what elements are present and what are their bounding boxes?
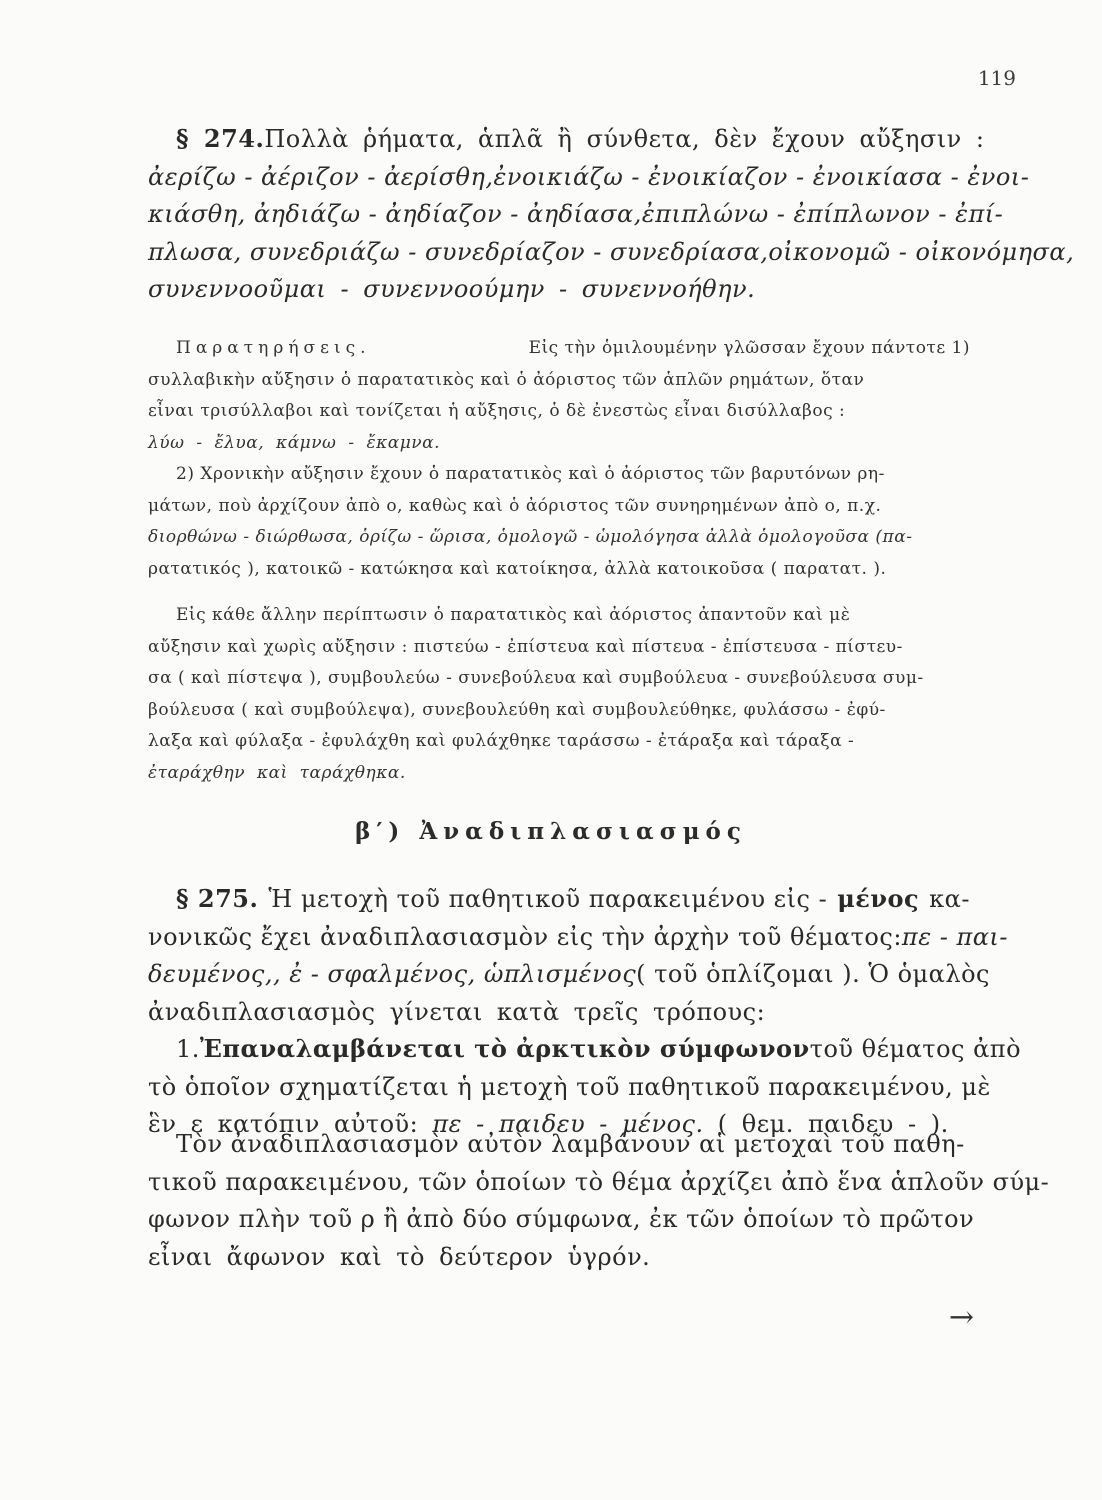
observations-p2: [148, 459, 970, 585]
text-span: ( θεμ. παιδευ - ).: [717, 1110, 949, 1139]
text-line: [148, 271, 970, 309]
text-span: νονικῶς ἔχει ἀναδιπλασιασμὸν εἰς τὴν ἀρχὴν τοῦ θέματος:: [148, 922, 902, 951]
text-span: λαξα καὶ φύλαξα - ἐφυλάχθη καὶ φυλάχθηκε ταράσσω - ἐτάραξα καὶ τάραξα -: [148, 731, 855, 751]
paragraph-2: [148, 1126, 1050, 1276]
text-span: τὸ ὁποῖον σχηματίζεται ἡ μετοχὴ τοῦ παθητικοῦ παρακειμένου, μὲ: [148, 1072, 991, 1101]
section-274: [148, 120, 1075, 309]
section-heading: β′) Ἀναδιπλασιασμός: [355, 818, 747, 845]
text-span: βούλευσα ( καὶ συμβούλεψα), συνεβουλεύθη καὶ συμβουλεύθηκε, φυλάσσω - ἐφύ-: [148, 699, 886, 720]
text-line: [148, 1201, 975, 1239]
text-span: Τὸν ἀναδιπλασιασμὸν αὐτὸν λαμβάνουν αἱ μετοχαὶ τοῦ παθη-: [176, 1130, 965, 1158]
section-mark: § 275.: [176, 884, 259, 913]
text-line: [148, 234, 1075, 272]
text-line: [148, 120, 985, 159]
text-line: [148, 600, 970, 632]
page-number: 119: [977, 66, 1016, 90]
text-span: ἀναδιπλασιασμὸς γίνεται κατὰ τρεῖς τρόπους:: [148, 997, 766, 1026]
text-span: Εἰς τὴν ὁμιλουμένην γλῶσσαν ἔχουν πάντοτε 1): [528, 338, 970, 358]
text-span: Ἡ μετοχὴ τοῦ παθητικοῦ παρακειμένου εἰς -: [268, 885, 828, 913]
continue-arrow: →: [948, 1300, 974, 1335]
text-span: ἓν ε κατόπιν αὐτοῦ:: [148, 1110, 419, 1139]
text-line: [148, 333, 970, 365]
text-line: [148, 365, 970, 397]
rule-number: 1.: [176, 1035, 200, 1063]
text-span: πε - παι-: [901, 922, 1008, 951]
text-line: [148, 1030, 1022, 1069]
text-span: 2) Χρονικὴν αὔξησιν ἔχουν ὁ παρατατικὸς καὶ ὁ ἀόριστος τῶν βαρυτόνων ρη-: [176, 464, 885, 484]
text-line: [148, 632, 970, 664]
text-span: λύω - ἔλυα, κάμνω - ἔκαμνα.: [148, 432, 440, 453]
text-line: [148, 554, 970, 586]
text-span: κα-: [929, 885, 970, 913]
text-line: [148, 758, 970, 790]
text-line: [148, 919, 1008, 957]
text-span: ἀερίζω - ἀέριζον - ἀερίσθη,: [148, 162, 494, 191]
text-line: [148, 1239, 970, 1277]
text-line: [148, 522, 970, 554]
text-span: κιάσθη, ἀηδιάζω - ἀηδίαζον - ἀηδίασα,: [148, 200, 642, 229]
text-line: [148, 428, 970, 460]
text-line: [148, 396, 970, 428]
text-span: οἰκονομῶ - οἰκονόμησα,: [768, 237, 1075, 266]
text-span: πε - παιδευ - μένος.: [432, 1110, 704, 1139]
text-line: [148, 1126, 970, 1164]
text-span: Εἰς κάθε ἄλλην περίπτωσιν ὁ παρατατικὸς καὶ ἀόριστος ἀπαντοῦν καὶ μὲ: [176, 605, 851, 625]
text-span: τοῦ θέματος ἀπὸ: [809, 1035, 1022, 1063]
text-line: [148, 956, 990, 994]
text-span: τικοῦ παρακειμένου, τῶν ὁποίων τὸ θέμα ἀρχίζει ἀπὸ ἕνα ἁπλοῦν σύμ-: [148, 1167, 1050, 1196]
text-line: [148, 459, 970, 491]
text-line: [148, 726, 970, 758]
text-span: Ἐπαναλαμβάνεται τὸ ἀρκτικὸν σύμφωνον: [199, 1034, 810, 1063]
text-span: σα ( καὶ πίστεψα ), συμβουλεύω - συνεβούλευα καὶ συμβούλευα - συνεβούλευσα συμ-: [148, 668, 924, 688]
text-span: φωνον πλὴν τοῦ ρ ἢ ἀπὸ δύο σύμφωνα, ἐκ τῶν ὁποίων τὸ πρῶτον: [148, 1205, 975, 1234]
text-span: ἐπιπλώνω - ἐπίπλωνον - ἐπί-: [641, 200, 1004, 229]
text-line: [148, 695, 970, 727]
section-275: [148, 880, 1008, 1031]
text-line: [148, 159, 1030, 197]
text-span: πλωσα, συνεδριάζω - συνεδρίαζον - συνεδρίασα,: [148, 237, 769, 266]
text-span: δευμένος,, ἐ - σφαλμένος, ὡπλισμένος: [148, 960, 637, 989]
text-span: εἶναι ἄφωνον καὶ τὸ δεύτερον ὑγρόν.: [148, 1242, 651, 1271]
section-mark: § 274.: [176, 124, 265, 153]
observations-p3: [148, 600, 970, 789]
text-span: ἐταράχθην καὶ ταράχθηκα.: [148, 762, 406, 783]
text-span: μάτων, ποὺ ἀρχίζουν ἀπὸ ο, καθὼς καὶ ὁ ἀόριστος τῶν συνηρημένων ἀπὸ ο, π.χ.: [148, 495, 882, 516]
text-span: διορθώνω - διώρθωσα, ὁρίζω - ὥρισα, ὁμολογῶ - ὡμολόγησα ἀλλὰ ὁμολογοῦσα (πα-: [148, 527, 913, 547]
text-line: [148, 994, 970, 1032]
observations-p1: [148, 333, 970, 459]
text-line: [148, 1164, 1050, 1202]
text-span: συλλαβικὴν αὔξησιν ὁ παρατατικὸς καὶ ὁ ἀόριστος τῶν ἁπλῶν ρημάτων, ὅταν: [148, 369, 865, 390]
text-line: [148, 663, 970, 695]
text-span: ἐνοικιάζω - ἐνοικίαζον - ἐνοικίασα - ἐνοι-: [493, 162, 1030, 191]
observations-label: Παρατηρήσεις.: [176, 338, 371, 358]
text-span: ρατατικός ), κατοικῶ - κατώκησα καὶ κατοίκησα, ἀλλὰ κατοικοῦσα ( παρατατ. ).: [148, 558, 887, 579]
text-span: συνεννοοῦμαι - συνεννοούμην - συνεννοήθην.: [148, 275, 756, 304]
text-span: εἶναι τρισύλλαβοι καὶ τονίζεται ἡ αὔξησις, ὁ δὲ ἐνεστὼς εἶναι δισύλλαβος :: [148, 401, 846, 421]
text-line: [148, 491, 970, 523]
text-line: [148, 196, 1004, 234]
text-line: [148, 880, 970, 919]
text-span: μένος: [837, 884, 920, 913]
text-line: [148, 1069, 991, 1107]
text-span: Πολλὰ ῥήματα, ἁπλᾶ ἢ σύνθετα, δὲν ἔχουν αὔξησιν :: [264, 125, 985, 153]
text-span: αὔξησιν καὶ χωρὶς αὔξησιν : πιστεύω - ἐπίστευα καὶ πίστευα - ἐπίστευσα - πίστευ-: [148, 636, 903, 657]
text-span: ( τοῦ ὁπλίζομαι ). Ὁ ὁμαλὸς: [636, 960, 990, 989]
